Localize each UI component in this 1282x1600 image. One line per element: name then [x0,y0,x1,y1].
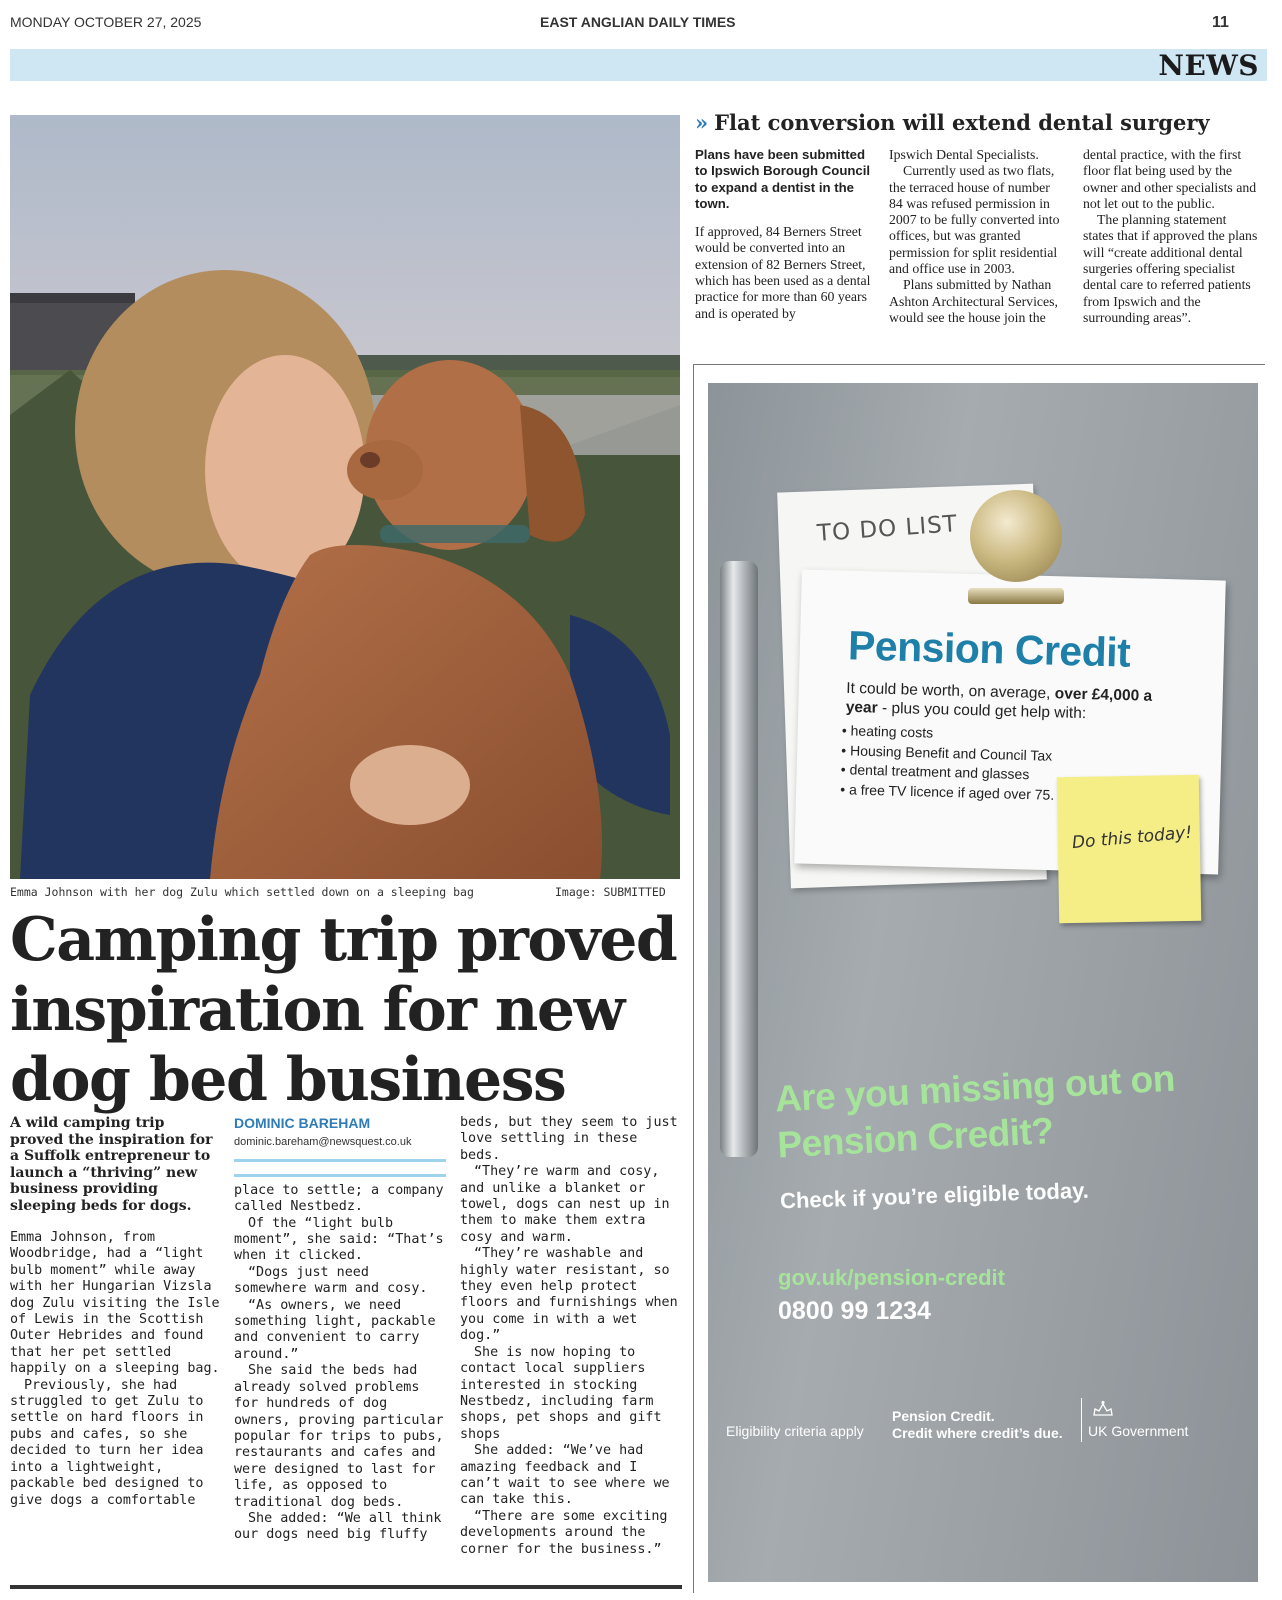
main-headline: Camping trip proved inspiration for new dog bed business [10,905,677,1115]
byline: DOMINIC BAREHAM [234,1115,371,1131]
paragraph: “Dogs just need somewhere warm and cosy. [234,1264,428,1297]
issue-date: MONDAY OCTOBER 27, 2025 [10,14,202,30]
paragraph: Of the “light bulb moment”, she said: “That’s when it clicked. [234,1215,444,1264]
column-bottom-rule [10,1585,682,1589]
list-item: • a free TV licence if aged over 75. [840,780,1130,807]
paragraph: “They’re warm and cosy, and unlike a blanket or towel, dogs can nest up in them to make them extra cosy and warm. [460,1164,670,1245]
pension-credit-advert[interactable] [708,383,1258,1582]
sticky-note-text: Do this today! [1071,822,1193,854]
paragraph: The planning statement states that if approved the plans will “create additional dental surgeries offering specialist dental care to referred patients from Ipswich and the surrounding areas”. [1083,212,1258,325]
list-item: • heating costs [842,721,1132,748]
lead-text: It could be worth, on average, [846,679,1055,703]
chevron-icon: » [695,110,709,135]
tagline-line: Credit where credit’s due. [892,1425,1063,1441]
advert-phone[interactable]: 0800 99 1234 [778,1297,931,1325]
photo-credit: Image: SUBMITTED [555,885,666,899]
author-email[interactable]: dominic.bareham@newsquest.co.uk [234,1136,412,1149]
section-label: NEWS [1158,49,1259,82]
section-band [10,49,1267,81]
logo-divider [1081,1398,1082,1442]
paragraph: dental practice, with the first floor flat being used by the owner and other specialists and not let out to the public. [1083,147,1257,211]
sticky-note [1057,775,1202,923]
paragraph: beds, but they seem to just love settling in these beds. [460,1115,678,1163]
uk-government-logo: UK Government [1088,1423,1189,1439]
todo-list-heading: TO DO LIST [816,511,959,547]
advert-question: Are you missing out on Pension Credit? [773,1057,1176,1166]
list-item: • Housing Benefit and Council Tax [841,741,1131,768]
advert-call-to-action: Check if you’re eligible today. [779,1177,1090,1214]
list-item: • dental treatment and glasses [841,760,1131,787]
eligibility-note: Eligibility criteria apply [726,1423,864,1439]
page-number: 11 [1212,14,1229,31]
magnet-clip-icon [970,490,1062,582]
paragraph: She said the beds had already solved problems for hundreds of dog owners, proving particular popular for trips to pubs, restaurants and cafes and were designed to last for life, as opposed to traditional dog beds. [234,1363,444,1510]
standfirst: A wild camping trip proved the inspiration for a Suffolk entrepreneur to launch a “thriving” new business providing sleeping beds for dogs. [10,1115,213,1214]
paragraph: Emma Johnson, from Woodbridge, had a “light bulb moment” while away with her Hungarian Vizsla dog Zulu visiting the Isle of Lewis in the Scottish Outer Hebrides and found that her pet settled happily on a sleeping bag. [10,1230,220,1377]
paragraph: If approved, 84 Berners Street would be converted into an extension of 82 Berners Street, which has been used as a dental practice for more than 60 years and is operated by [695,224,871,321]
story-column-1 [10,1115,220,1509]
story-column-3 [460,1115,678,1558]
paragraph: She is now hoping to contact local suppliers interested in stocking Nestbedz, including farm shops, pet shops and gift shops [460,1344,662,1442]
fridge-handle [720,561,758,1157]
newspaper-name: EAST ANGLIAN DAILY TIMES [540,14,736,30]
paragraph: “They’re washable and highly water resistant, so they even help protect floors and furnishings when you come in with a wet dog.” [460,1246,678,1344]
advert-tagline [892,1408,1063,1442]
dental-headline-text: Flat conversion will extend dental surgery [714,110,1210,135]
lead-amount: over £4,000 a year [845,685,1153,717]
byline-divider [234,1159,446,1162]
dental-column-1 [695,147,871,322]
paragraph: Plans submitted by Nathan Ashton Architectural Services, would see the house join the [889,277,1058,325]
paragraph: She added: “We’ve had amazing feedback and I can’t wait to see where we can take this. [460,1443,670,1508]
byline-divider [234,1174,446,1177]
photo-caption: Emma Johnson with her dog Zulu which settled down on a sleeping bag [10,885,474,899]
dental-standfirst: Plans have been submitted to Ipswich Borough Council to expand a dentist in the town. [695,147,871,211]
dental-column-2 [889,147,1065,326]
story-photo [10,115,680,879]
clip-bar [968,588,1064,604]
tagline-line: Pension Credit. [892,1408,995,1424]
paragraph: “There are some exciting developments around the corner for the business.” [460,1508,668,1557]
story-column-2 [234,1115,446,1544]
crown-crest-icon [1091,1399,1115,1419]
dental-headline [695,110,1210,135]
paragraph: Previously, she had struggled to get Zulu to settle on hard floors in pubs and cafes, so she decided to turn her idea into a lightweight, packable bed designed to give dogs a comfortable [10,1377,204,1508]
lead-text: - plus you could get help with: [877,699,1087,723]
paragraph: Ipswich Dental Specialists. [889,147,1039,162]
paragraph: She added: “We all think our dogs need big fluffy [234,1510,442,1543]
paragraph: Currently used as two flats, the terraced house of number 84 was refused permission in 2007 to be fully converted into offices, but was granted permission for split residential and office use in 2003. [889,163,1060,277]
photo-illustration [10,115,680,879]
dental-column-3 [1083,147,1259,326]
advert-url[interactable]: gov.uk/pension-credit [778,1265,1005,1290]
advert-title: Pension Credit [847,622,1131,676]
paragraph: place to settle; a company called Nestbedz. [234,1182,444,1215]
paragraph: “As owners, we need something light, packable and convenient to carry around.” [234,1297,436,1362]
